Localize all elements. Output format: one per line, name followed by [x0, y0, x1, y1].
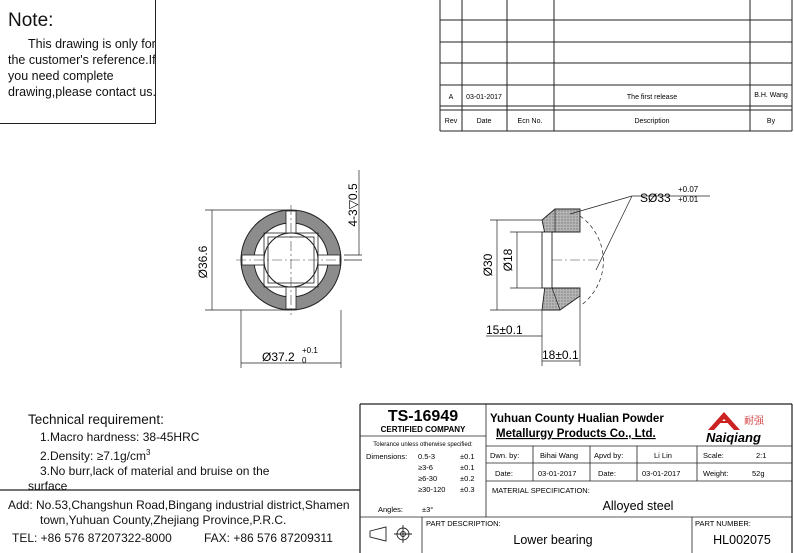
dim-sphere-tol-lower: +0.01 — [678, 195, 699, 204]
rev-row-a-by: B.H. Wang — [754, 92, 788, 99]
part-num-label: PART NUMBER: — [695, 519, 751, 528]
date-label-1: Date: — [495, 469, 513, 478]
tol-val-2: ±0.2 — [460, 474, 475, 483]
dim-h15: 15±0.1 — [486, 323, 523, 337]
note-title: Note: — [8, 10, 54, 31]
tol-range-0: 0.5-3 — [418, 452, 436, 461]
side-view-dimensions — [486, 196, 710, 366]
apvd-label: Apvd by: — [594, 451, 624, 460]
side-view-section — [542, 209, 603, 310]
revision-table — [440, 0, 792, 131]
dwn-val: Bihai Wang — [540, 451, 579, 460]
dim-d18: Ø18 — [501, 248, 515, 272]
dim-slot: 4-3▽0.5 — [346, 183, 360, 227]
dim-sphere: SØ33 — [640, 191, 671, 205]
scale-val: 2:1 — [756, 451, 767, 460]
logo-name: Naiqiang — [706, 430, 761, 445]
naiqiang-logo-icon — [708, 412, 740, 430]
date-val-2: 03-01-2017 — [642, 469, 681, 478]
tech-item-3a: 3.No burr,lack of material and bruise on the — [40, 464, 270, 478]
dim-bottom: Ø37.2 — [262, 350, 295, 364]
fax: FAX: +86 576 87209311 — [204, 531, 333, 545]
part-desc-value: Lower bearing — [513, 533, 593, 547]
tech-heading: Technical requirement: — [28, 412, 164, 427]
angles-val: ±3° — [422, 505, 434, 514]
address-line-1: Add: No.53,Changshun Road,Bingang industrial district,Shamen — [8, 498, 350, 512]
part-desc-label: PART DESCRIPTION: — [426, 519, 501, 528]
tol-heading: Tolerance unless otherwise specified: — [373, 442, 473, 448]
tol-range-2: ≥6-30 — [418, 474, 438, 483]
dims-label: Dimensions: — [366, 452, 408, 461]
telephone: TEL: +86 576 87207322-8000 — [12, 531, 172, 545]
company-line2: Metallurgy Products Co., Ltd. — [496, 428, 656, 440]
company-line1: Yuhuan County Hualian Powder — [490, 413, 664, 425]
company-address — [8, 498, 360, 528]
tol-range-3: ≥30-120 — [418, 485, 446, 494]
tol-range-1: ≥3-6 — [418, 463, 433, 472]
rev-row-a-description: The first release — [626, 94, 678, 101]
dim-outer-face: Ø36.6 — [196, 245, 210, 279]
rev-row-a-date: 03-01-2017 — [466, 94, 502, 101]
cert-title: TS-16949 — [387, 408, 459, 425]
tech-item-2 — [28, 445, 269, 464]
rev-row-a-rev: A — [448, 94, 454, 101]
front-view-ring — [236, 205, 346, 315]
rev-header-ecn: Ecn No. — [517, 118, 543, 125]
tol-val-1: ±0.1 — [460, 463, 475, 472]
cert-sub: CERTIFIED COMPANY — [380, 425, 466, 434]
rev-header-rev: Rev — [444, 118, 458, 125]
material-label: MATERIAL SPECIFICATION: — [492, 486, 590, 495]
weight-label: Weight: — [703, 469, 729, 478]
tol-val-3: ±0.3 — [460, 485, 475, 494]
part-num-value: HL002075 — [713, 533, 771, 547]
dim-d30: Ø30 — [481, 253, 495, 277]
dim-sphere-tol-upper: +0.07 — [678, 185, 699, 194]
date-label-2: Date: — [598, 469, 616, 478]
dim-bottom-tol-upper: +0.1 — [302, 346, 318, 355]
tech-item-1: 1.Macro hardness: 38-45HRC — [40, 430, 200, 444]
tech-item-2-sup: 3 — [145, 448, 151, 457]
angles-label: Angles: — [378, 505, 404, 514]
tol-val-0: ±0.1 — [460, 452, 475, 461]
scale-label: Scale: — [703, 451, 724, 460]
rev-header-description: Description — [634, 118, 670, 125]
material-value: Alloyed steel — [602, 499, 674, 513]
tech-item-3b: surface — [28, 479, 68, 493]
rev-header-date: Date — [476, 118, 492, 125]
projection-symbol-icon — [370, 525, 412, 543]
apvd-val: Li Lin — [654, 451, 672, 460]
rev-header-by: By — [766, 118, 776, 125]
dim-bottom-tol-lower: 0 — [302, 356, 307, 365]
date-val-1: 03-01-2017 — [538, 469, 577, 478]
logo-cn: 耐强 — [744, 416, 764, 427]
tech-item-2-text: 2.Density: ≥7.1g/cm — [40, 449, 146, 463]
weight-val: 52g — [752, 469, 765, 478]
note-body: This drawing is only for the customer's reference.If you need complete drawing,please contact us. — [8, 37, 157, 99]
dwn-label: Dwn. by: — [490, 451, 520, 460]
technical-requirements — [28, 412, 269, 494]
address-line-2: town,Yuhuan County,Zhejiang Province,P.R.C. — [40, 513, 287, 527]
dim-h18: 18±0.1 — [542, 348, 579, 362]
